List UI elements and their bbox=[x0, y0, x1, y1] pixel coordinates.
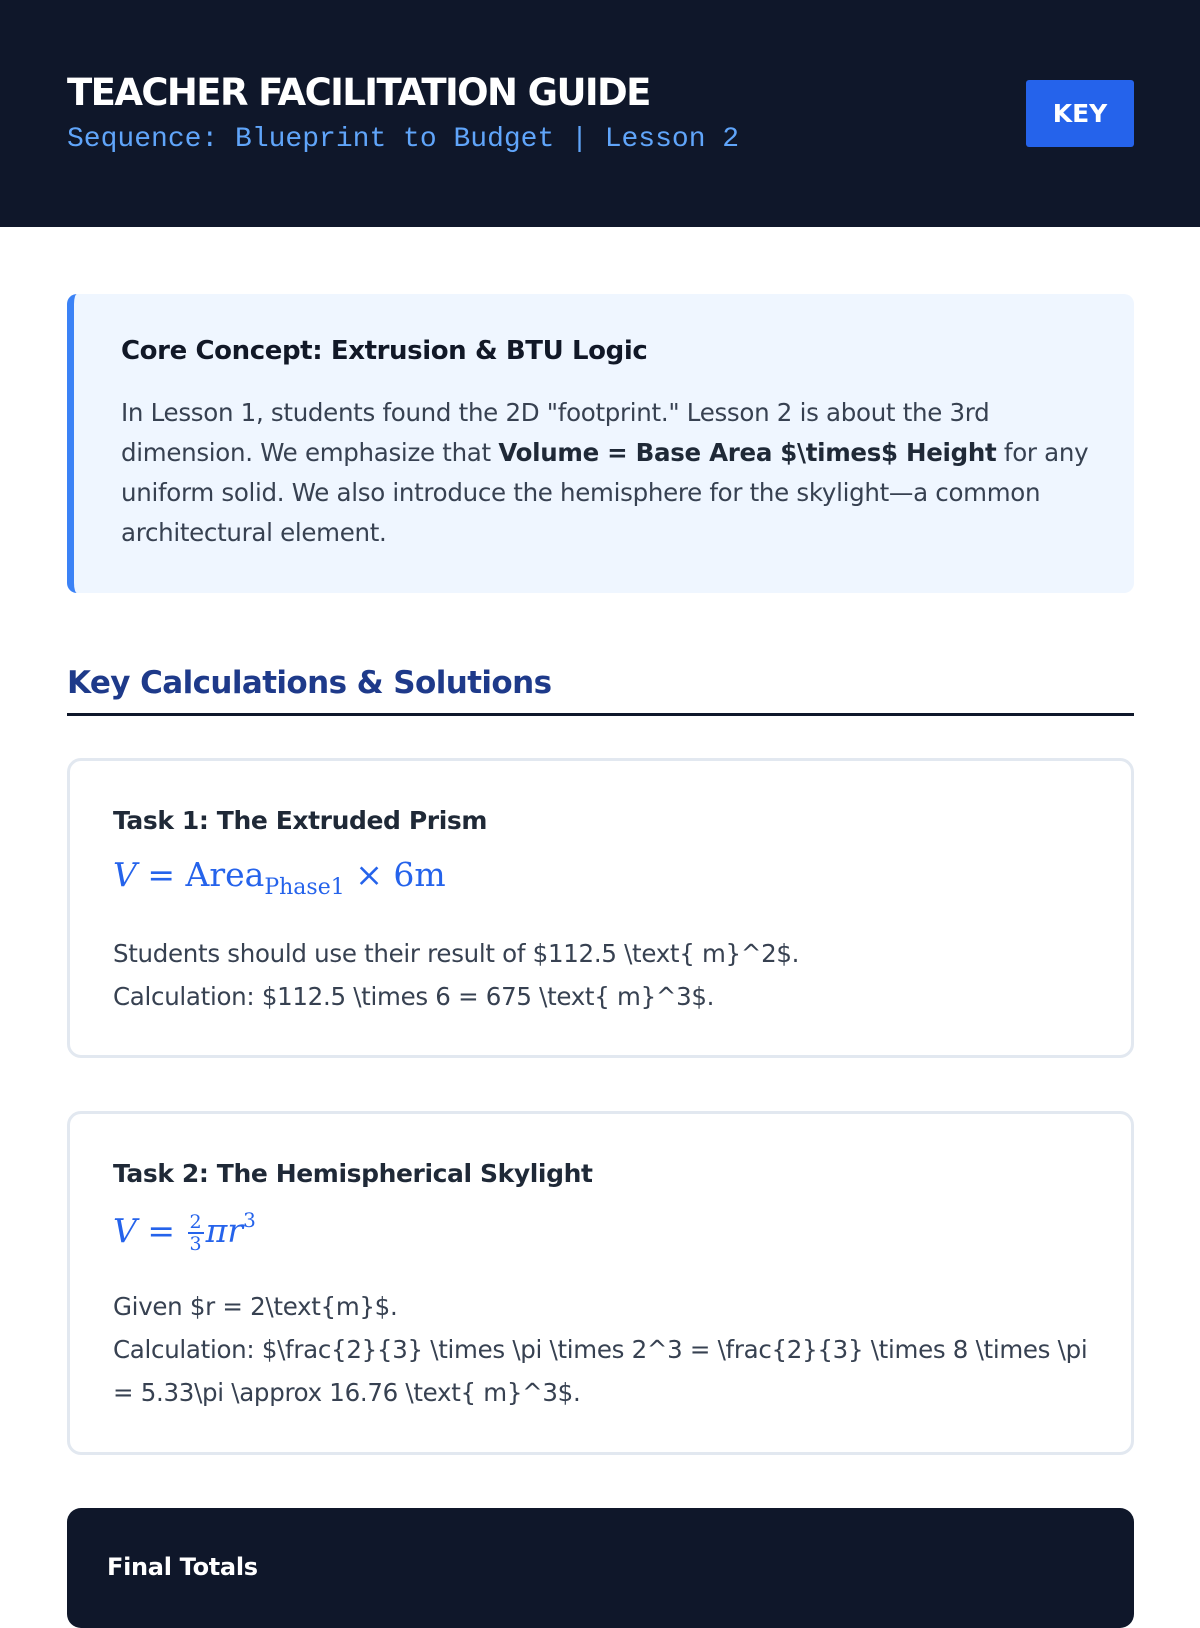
key-badge: KEY bbox=[1026, 80, 1134, 147]
formula-pi: π bbox=[205, 1211, 228, 1250]
task-2-line-1: Given $r = 2\text{m}$. bbox=[113, 1292, 398, 1321]
task-1-formula bbox=[113, 855, 446, 900]
task-1-line-1: Students should use their result of $112.5 \text{ m}^2$. bbox=[113, 939, 800, 968]
core-concept-title: Core Concept: Extrusion & BTU Logic bbox=[121, 336, 648, 366]
task-2-text bbox=[113, 1285, 1113, 1414]
task-1-text bbox=[113, 932, 1113, 1018]
formula-height: 6m bbox=[393, 855, 446, 894]
core-concept-callout bbox=[67, 294, 1134, 593]
formula-variable: V bbox=[113, 1211, 137, 1250]
core-concept-text-start: In Lesson 1, students found the 2D "footprint." Lesson 2 is about the 3rd dimension. We emphasize that bbox=[121, 398, 990, 467]
task-1-line-2: Calculation: $112.5 \times 6 = 675 \text{ m}^3$. bbox=[113, 982, 715, 1011]
formula-subscript: Phase1 bbox=[264, 875, 345, 900]
formula-operator: × bbox=[355, 855, 383, 894]
final-totals-title: Final Totals bbox=[107, 1553, 258, 1581]
task-2-line-2: Calculation: $\frac{2}{3} \times \pi \times 2^3 = \frac{2}{3} \times 8 \times \pi = 5.33\pi \approx 16.76 \text{ m}^3$. bbox=[113, 1335, 1088, 1407]
core-concept-text-end: for any uniform solid. We also introduce the hemisphere for the skylight—a common architectural element. bbox=[121, 438, 1089, 547]
core-concept-emphasis: Volume = Base Area $\times$ Height bbox=[498, 438, 997, 467]
page-subtitle: Sequence: Blueprint to Budget | Lesson 2 bbox=[67, 124, 740, 155]
formula-equals: = bbox=[147, 1211, 175, 1250]
task-card-2 bbox=[67, 1111, 1134, 1455]
formula-term: Area bbox=[185, 855, 265, 894]
page-title: TEACHER FACILITATION GUIDE bbox=[67, 71, 650, 114]
section-heading: Key Calculations & Solutions bbox=[67, 665, 552, 701]
formula-fraction bbox=[188, 1212, 204, 1254]
formula-variable: V bbox=[113, 855, 137, 894]
formula-exponent: 3 bbox=[243, 1208, 256, 1232]
page-header bbox=[0, 0, 1200, 227]
formula-radius: r bbox=[227, 1211, 244, 1250]
fraction-numerator: 2 bbox=[189, 1211, 202, 1233]
task-2-formula bbox=[113, 1208, 256, 1254]
task-1-title: Task 1: The Extruded Prism bbox=[113, 806, 487, 835]
task-card-1 bbox=[67, 758, 1134, 1058]
fraction-denominator: 3 bbox=[189, 1233, 202, 1255]
task-2-title: Task 2: The Hemispherical Skylight bbox=[113, 1159, 593, 1188]
formula-equals: = bbox=[147, 855, 175, 894]
core-concept-body bbox=[121, 393, 1111, 553]
final-totals-panel bbox=[67, 1508, 1134, 1628]
section-divider bbox=[67, 713, 1134, 716]
